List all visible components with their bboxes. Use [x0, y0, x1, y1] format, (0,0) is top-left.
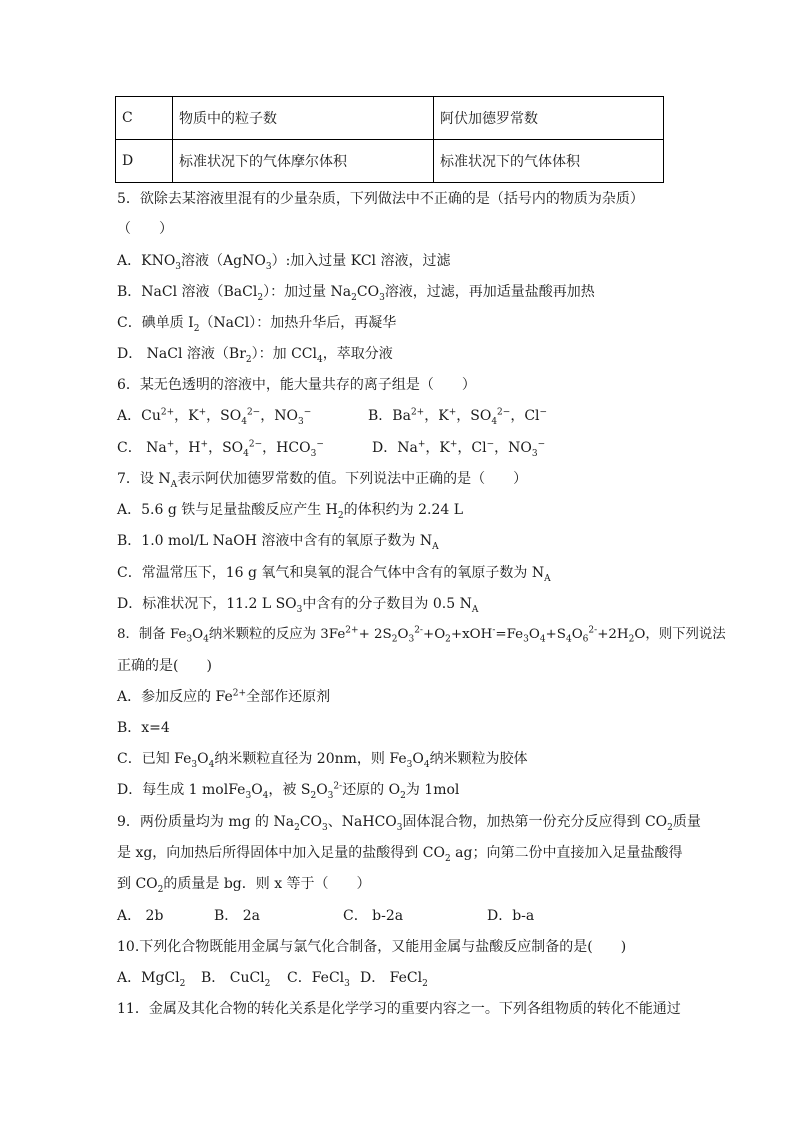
question-6-options-row-1: [117, 406, 677, 428]
row-label: C: [116, 97, 173, 140]
question-7-option-a: A．5.6 g 铁与足量盐酸反应产生 $H_2$的体积约为 2.24 L: [117, 502, 464, 521]
question-6-stem: 6．某无色透明的溶液中，能大量共存的离子组是（ ）: [117, 377, 476, 393]
question-9-stem-line-1: 9．两份质量均为 mg 的 $Na_2CO_3$、NaHCO$_3$固体混合物，加热第一份充分反应得到 $CO_2$质量: [117, 814, 701, 833]
question-9-option-d: D．b-a: [487, 908, 535, 924]
question-6-options-row-2: [117, 438, 677, 460]
question-9-options: [117, 906, 677, 928]
table-cell: 阿伏加德罗常数: [434, 97, 664, 140]
question-11-stem: 11．金属及其化合物的转化关系是化学学习的重要内容之一。下列各组物质的转化不能通过: [117, 1001, 681, 1017]
question-7-stem: 7．设 $N_A$表示阿伏加德罗常数的值。下列说法中正确的是（ ）: [117, 471, 528, 490]
question-9-option-a: A． 2b: [117, 908, 164, 924]
question-8-stem: 8．制备 $Fe_3O_4$纳米颗粒的反应为 $3Fe^{2+}+ 2S_2O_3^{2-}+O_2+xOH^-=Fe_3O_4+S_4O_6^{2-}+2H_2O$，则下列说法: [117, 625, 726, 645]
question-9-stem-line-3: 到 $CO_2$的质量是 bg．则 x 等于（ ）: [117, 876, 371, 895]
question-7-option-d: D．标准状况下，11.2 L $SO_3$中含有的分子数目为 0.5 $N_A$: [117, 596, 479, 615]
table-cell: 物质中的粒子数: [173, 97, 434, 140]
question-10-options: [117, 968, 517, 990]
table-cell: 标准状况下的气体体积: [434, 140, 664, 183]
question-8-option-d: D．每生成 1 $molFe_3O_4$，被 $S_2O_3^{2-}$还原的 $O_2$为 1mol: [117, 781, 460, 801]
row-label: D: [116, 140, 173, 183]
question-8-stem-cont: 正确的是( ): [117, 658, 212, 674]
question-9-option-b: B． 2a: [214, 908, 260, 924]
question-6-option-a: A．$Cu^{2+}$，K+，$SO_4^{2-}$，$NO_3^-$: [117, 407, 312, 427]
question-8-option-b: B．x=4: [117, 720, 170, 736]
question-10-option-c: C．FeCl$_3$: [287, 970, 350, 989]
question-5-option-c: C．碘单质 $I_2(NaCl)$：加热升华后，再凝华: [117, 315, 397, 334]
table-row: [116, 97, 664, 140]
question-7-option-b: B．1.0 mol/L NaOH 溶液中含有的氧原子数为 $N_A$: [117, 533, 439, 552]
question-8-option-a: A．参加反应的 $Fe^{2+}$全部作还原剂: [117, 688, 331, 705]
question-10-option-a: A．MgCl$_2$: [117, 970, 186, 989]
question-5-option-d: D． NaCl 溶液$(Br_2)$：加 CCl$_4$，萃取分液: [117, 346, 393, 365]
question-9-option-c: C． b-2a: [343, 908, 404, 924]
question-10-option-b: B． CuCl$_2$: [201, 970, 271, 989]
question-5-option-a: A．$KNO_3$溶液（AgNO$_3$）:加入过量 KCl 溶液，过滤: [117, 253, 451, 272]
question-6-option-c: C． Na+，H+，$SO_4^{2-}$，$HCO_3^-$: [117, 439, 324, 459]
question-5-option-b: B．NaCl 溶液（BaCl$_2$）：加过量 $Na_2CO_3$溶液，过滤，再加适量盐酸再加热: [117, 284, 595, 303]
question-6-option-b: B．$Ba^{2+}$，K+，$SO_4^{2-}$，Cl−: [368, 407, 548, 427]
question-7-option-c: C．常温常压下，16 g 氧气和臭氧的混合气体中含有的氧原子数为 $N_A$: [117, 565, 551, 584]
question-8-option-c: C．已知 $Fe_3O_4$纳米颗粒直径为 20nm，则 $Fe_3O_4$纳米颗粒为胶体: [117, 751, 528, 770]
table-row: [116, 140, 664, 183]
question-5-stem: 5．欲除去某溶液里混有的少量杂质，下列做法中不正确的是（括号内的物质为杂质）: [117, 191, 644, 207]
table-cell: 标准状况下的气体摩尔体积: [173, 140, 434, 183]
question-5-paren: （ ）: [117, 221, 173, 237]
question-9-stem-line-2: 是 xg，向加热后所得固体中加入足量的盐酸得到 $CO_2$ ag；向第二份中直接加入足量盐酸得: [117, 845, 683, 864]
question-6-option-d: D．Na+，K+，Cl−，$NO_3^-$: [372, 439, 546, 459]
question-10-option-d: D． FeCl$_2$: [360, 970, 428, 989]
question-10-stem: 10.下列化合物既能用金属与氯气化合制备，又能用金属与盐酸反应制备的是( ): [117, 939, 627, 955]
concept-table: [115, 96, 664, 183]
